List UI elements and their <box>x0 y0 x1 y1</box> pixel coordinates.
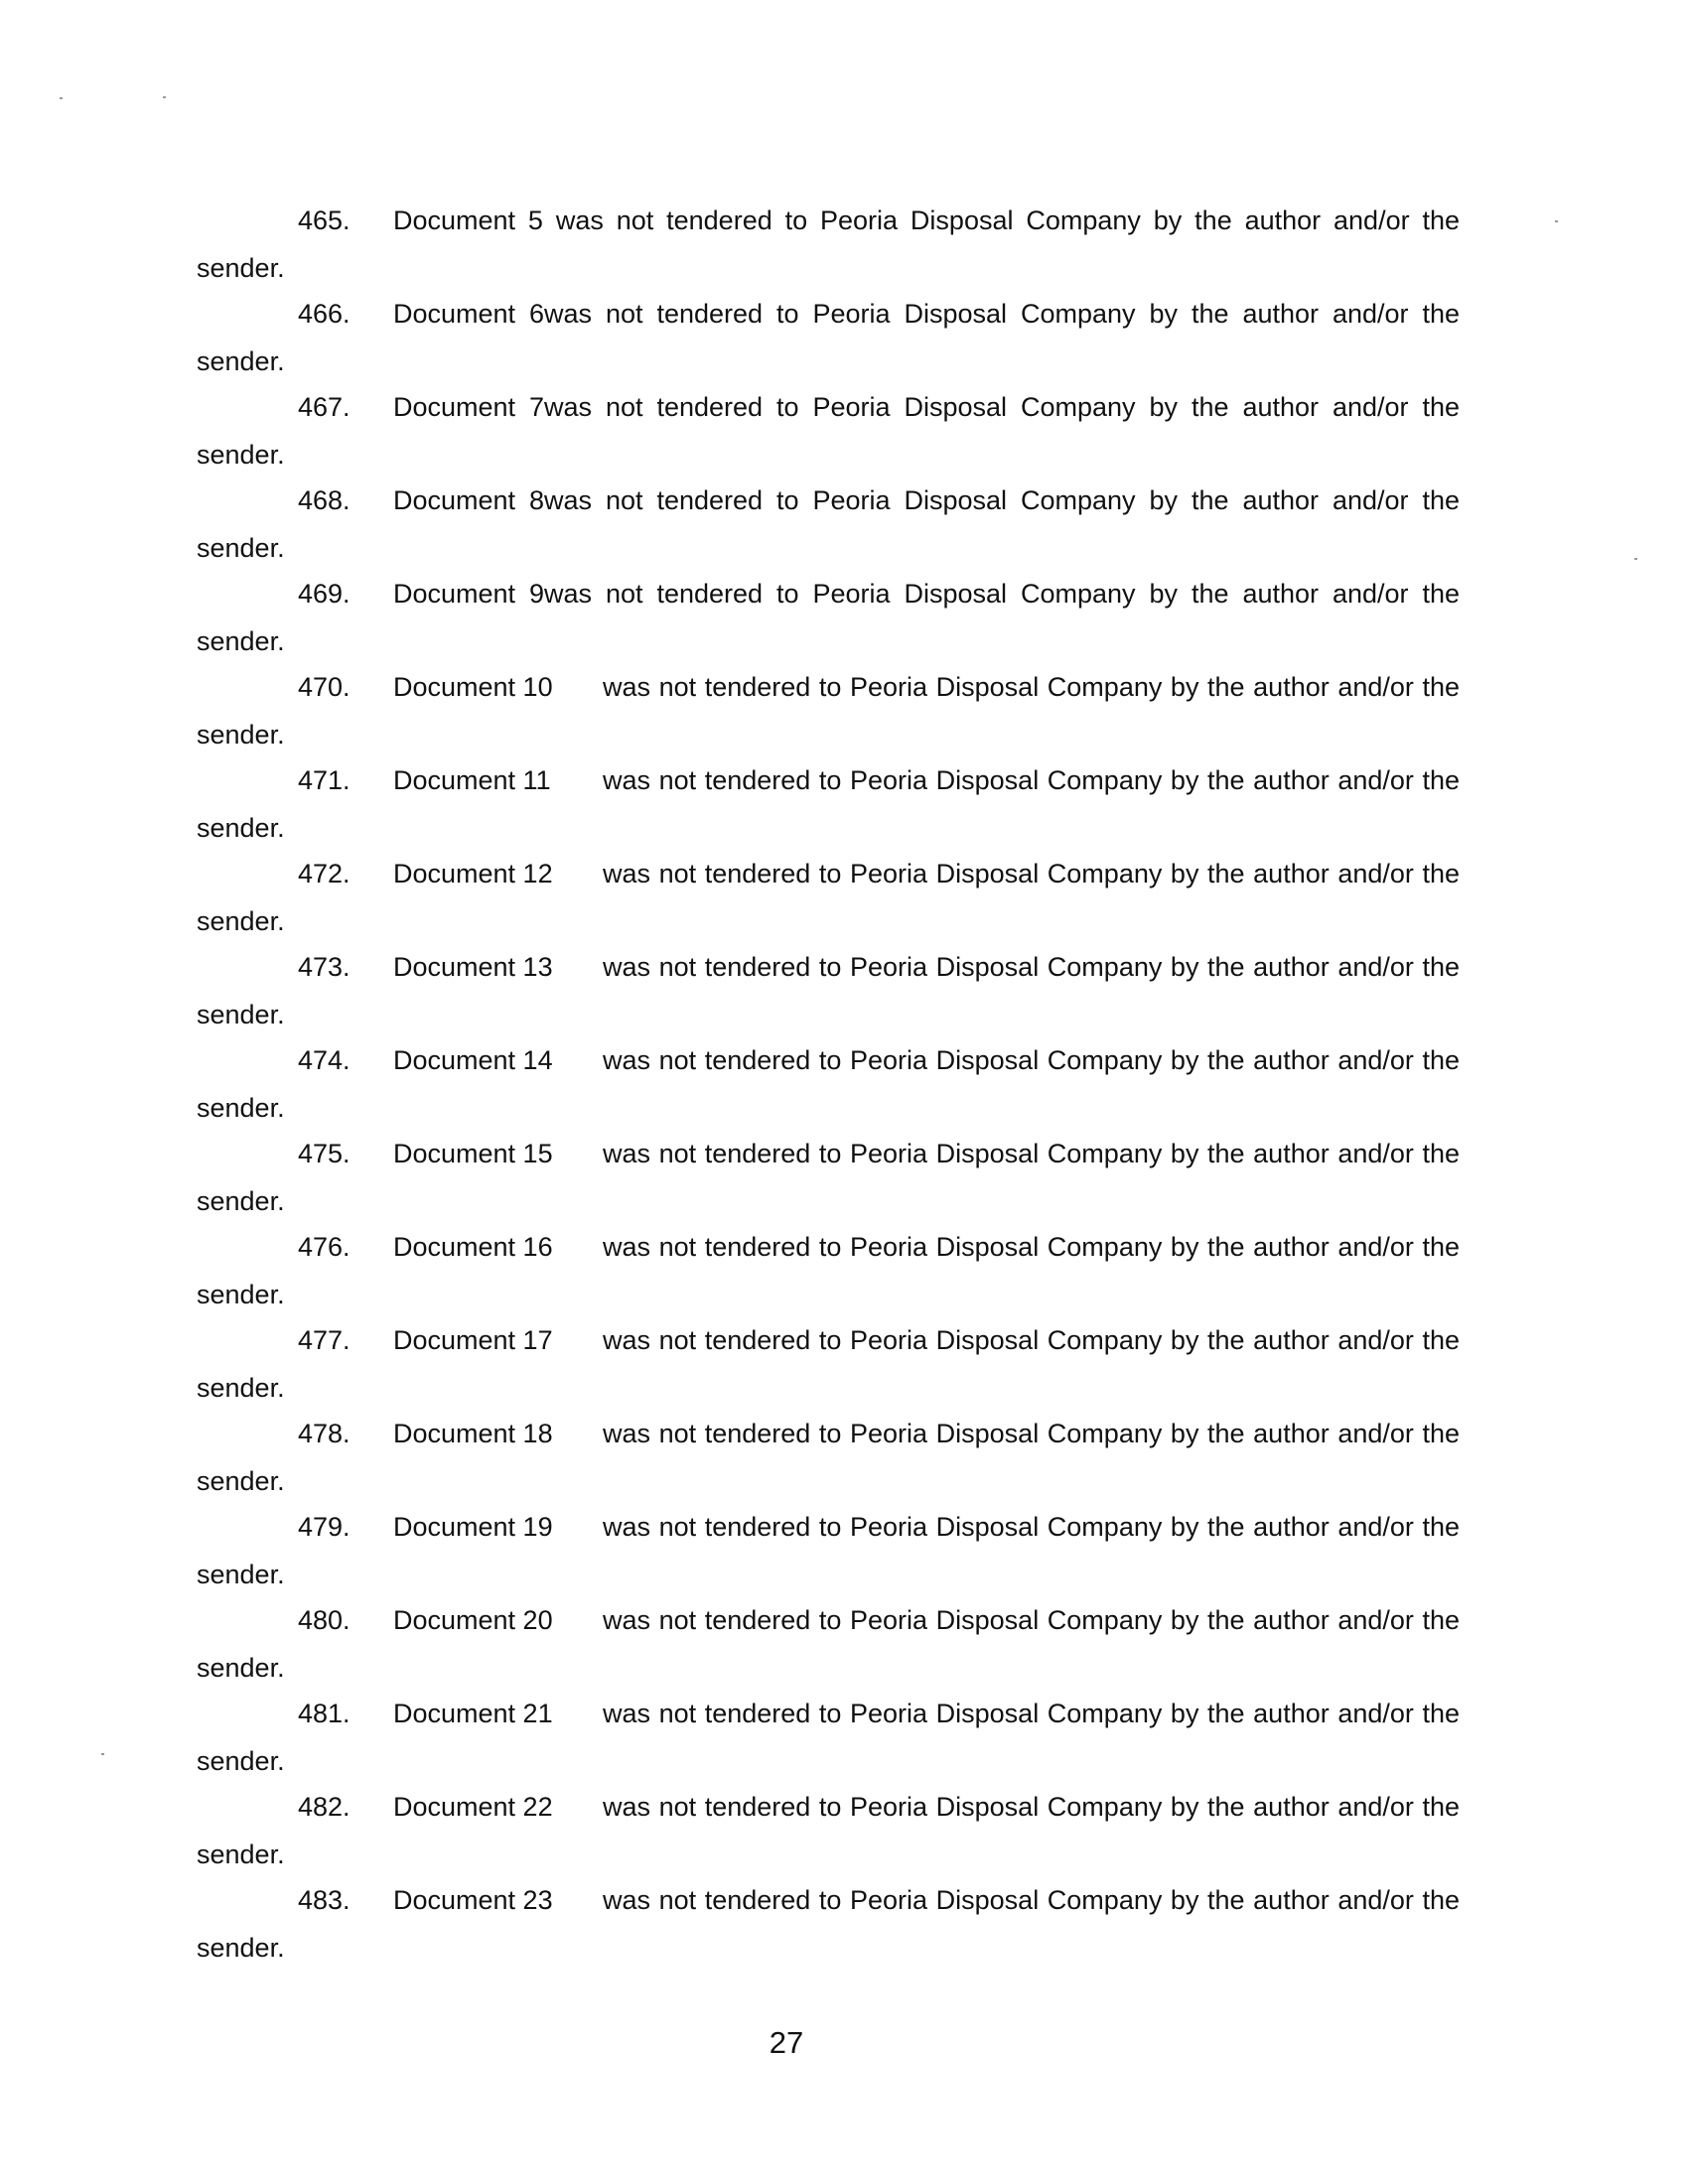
document-reference: Document 16 <box>393 1232 553 1262</box>
numbered-paragraph <box>0 670 1684 763</box>
paragraph-text <box>393 1603 1460 1637</box>
paragraph-text <box>393 1043 1460 1077</box>
paragraph-continuation: sender. <box>197 1653 285 1683</box>
paragraph-text-rest: was not tendered to Peoria Disposal Company by the author and/or the <box>603 1045 1460 1075</box>
paragraph-continuation: sender. <box>197 813 285 843</box>
paragraph-text <box>393 1883 1460 1917</box>
paragraph-text <box>393 1323 1460 1357</box>
scan-speck <box>163 96 166 98</box>
paragraph-text-rest: was not tendered to Peoria Disposal Company by the author and/or the <box>603 1232 1460 1262</box>
paragraph-continuation: sender. <box>197 533 285 563</box>
paragraph-number: 474. <box>298 1045 351 1075</box>
page-number: 27 <box>769 2025 804 2060</box>
paragraph-continuation: sender. <box>197 1280 285 1309</box>
numbered-paragraph <box>0 204 1684 297</box>
paragraph-text-rest: was not tendered to Peoria Disposal Company by the author and/or the <box>603 1885 1460 1915</box>
document-reference: Document 14 <box>393 1045 553 1075</box>
paragraph-number: 477. <box>298 1325 351 1355</box>
paragraph-number: 473. <box>298 952 351 982</box>
document-reference: Document 19 <box>393 1512 553 1542</box>
paragraph-number: 470. <box>298 672 351 702</box>
paragraph-number: 475. <box>298 1139 351 1168</box>
paragraph-text: Document 7was not tendered to Peoria Disposal Company by the author and/or the <box>393 392 1460 422</box>
paragraph-text-rest: was not tendered to Peoria Disposal Company by the author and/or the <box>603 1792 1460 1822</box>
document-reference: Document 15 <box>393 1139 553 1168</box>
paragraph-continuation: sender. <box>197 1000 285 1029</box>
paragraph-number: 465. <box>298 205 351 235</box>
numbered-paragraph <box>0 857 1684 950</box>
paragraph-text <box>393 763 1460 797</box>
paragraph-text <box>393 1697 1460 1730</box>
paragraph-number: 467. <box>298 392 351 422</box>
paragraph-continuation: sender. <box>197 1933 285 1963</box>
paragraph-continuation: sender. <box>197 1560 285 1589</box>
paragraph-number: 479. <box>298 1512 351 1542</box>
paragraph-text-rest: was not tendered to Peoria Disposal Company by the author and/or the <box>603 1605 1460 1635</box>
scan-speck <box>60 97 63 99</box>
paragraph-continuation: sender. <box>197 253 285 283</box>
paragraph-number: 482. <box>298 1792 351 1822</box>
paragraph-continuation: sender. <box>197 346 285 376</box>
paragraph-continuation: sender. <box>197 1373 285 1403</box>
numbered-paragraph <box>0 1790 1684 1883</box>
paragraph-number: 478. <box>298 1419 351 1448</box>
document-reference: Document 13 <box>393 952 553 982</box>
paragraph-continuation: sender. <box>197 1840 285 1869</box>
numbered-paragraph <box>0 297 1684 390</box>
paragraph-text-rest: was not tendered to Peoria Disposal Company by the author and/or the <box>603 1512 1460 1542</box>
paragraph-continuation: sender. <box>197 720 285 750</box>
paragraph-text: Document 8was not tendered to Peoria Disposal Company by the author and/or the <box>393 485 1460 515</box>
paragraph-text-rest: was not tendered to Peoria Disposal Company by the author and/or the <box>603 1139 1460 1168</box>
numbered-paragraph <box>0 1137 1684 1230</box>
paragraph-number: 481. <box>298 1699 351 1728</box>
numbered-paragraph <box>0 1883 1684 1977</box>
numbered-paragraph <box>0 1510 1684 1603</box>
paragraph-number: 471. <box>298 765 351 795</box>
paragraph-number: 468. <box>298 485 351 515</box>
paragraph-number: 469. <box>298 579 351 609</box>
paragraph-text <box>393 1510 1460 1544</box>
paragraph-text: Document 5 was not tendered to Peoria Disposal Company by the author and/or the <box>393 205 1460 235</box>
paragraph-text-rest: was not tendered to Peoria Disposal Company by the author and/or the <box>603 859 1460 888</box>
numbered-paragraph <box>0 1230 1684 1323</box>
paragraph-continuation: sender. <box>197 1466 285 1496</box>
paragraph-number: 466. <box>298 299 351 329</box>
paragraph-number: 472. <box>298 859 351 888</box>
paragraph-text-rest: was not tendered to Peoria Disposal Company by the author and/or the <box>603 672 1460 702</box>
document-reference: Document 20 <box>393 1605 553 1635</box>
document-reference: Document 18 <box>393 1419 553 1448</box>
document-reference: Document 21 <box>393 1699 553 1728</box>
numbered-paragraph <box>0 577 1684 670</box>
paragraph-continuation: sender. <box>197 440 285 470</box>
paragraph-number: 476. <box>298 1232 351 1262</box>
paragraph-text-rest: was not tendered to Peoria Disposal Company by the author and/or the <box>603 952 1460 982</box>
paragraph-text-rest: was not tendered to Peoria Disposal Company by the author and/or the <box>603 1325 1460 1355</box>
paragraph-text: Document 9was not tendered to Peoria Disposal Company by the author and/or the <box>393 579 1460 609</box>
numbered-paragraph <box>0 1323 1684 1417</box>
document-reference: Document 12 <box>393 859 553 888</box>
numbered-paragraph <box>0 763 1684 857</box>
document-reference: Document 17 <box>393 1325 553 1355</box>
paragraph-text-rest: was not tendered to Peoria Disposal Company by the author and/or the <box>603 1419 1460 1448</box>
numbered-paragraph <box>0 950 1684 1043</box>
numbered-paragraph <box>0 483 1684 577</box>
numbered-paragraph <box>0 1603 1684 1697</box>
document-reference: Document 23 <box>393 1885 553 1915</box>
paragraph-continuation: sender. <box>197 906 285 936</box>
paragraph-continuation: sender. <box>197 1186 285 1216</box>
numbered-paragraph <box>0 1417 1684 1510</box>
paragraph-text <box>393 1230 1460 1264</box>
paragraph-text <box>393 950 1460 984</box>
paragraph-text-rest: was not tendered to Peoria Disposal Company by the author and/or the <box>603 765 1460 795</box>
document-reference: Document 10 <box>393 672 553 702</box>
numbered-paragraph <box>0 1043 1684 1137</box>
paragraph-text-rest: was not tendered to Peoria Disposal Company by the author and/or the <box>603 1699 1460 1728</box>
document-reference: Document 11 <box>393 765 551 795</box>
paragraph-continuation: sender. <box>197 1746 285 1776</box>
paragraph-number: 483. <box>298 1885 351 1915</box>
paragraph-text <box>393 670 1460 704</box>
paragraph-text <box>393 1417 1460 1450</box>
numbered-paragraph <box>0 1697 1684 1790</box>
paragraph-text <box>393 1790 1460 1824</box>
paragraph-continuation: sender. <box>197 1093 285 1123</box>
numbered-paragraph <box>0 390 1684 483</box>
paragraph-text <box>393 1137 1460 1170</box>
paragraph-number: 480. <box>298 1605 351 1635</box>
paragraph-text: Document 6was not tendered to Peoria Disposal Company by the author and/or the <box>393 299 1460 329</box>
paragraph-text <box>393 857 1460 890</box>
document-reference: Document 22 <box>393 1792 553 1822</box>
paragraph-continuation: sender. <box>197 626 285 656</box>
